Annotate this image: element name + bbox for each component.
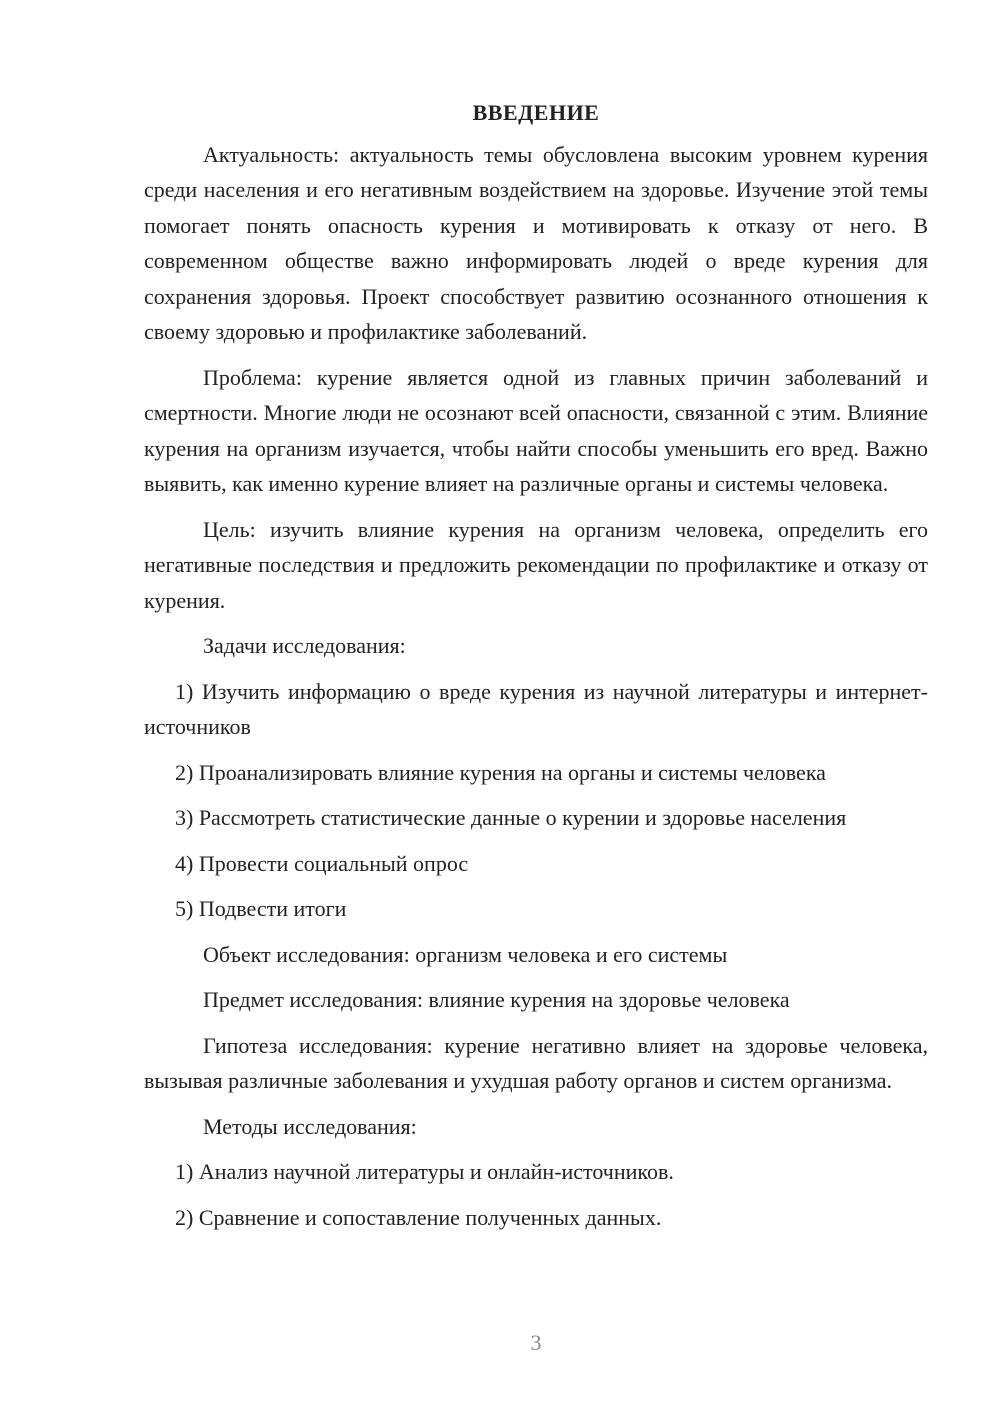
hypothesis-paragraph: Гипотеза исследования: курение негативно влияет на здоровье человека, вызывая различные заболевания и ухудшая работу органов и систем организма. <box>144 1032 928 1093</box>
task-item: 5) Подвести итоги <box>175 896 347 921</box>
subject-paragraph: Предмет исследования: влияние курения на здоровье человека <box>203 987 790 1012</box>
document-body <box>144 95 928 1245</box>
task-item: 2) Проанализировать влияние курения на органы и системы человека <box>175 759 826 785</box>
task-item: 4) Провести социальный опрос <box>175 850 469 876</box>
section-heading: ВВЕДЕНИЕ <box>472 100 600 125</box>
page-number: 3 <box>530 1330 542 1355</box>
methods-title: Методы исследования: <box>203 1113 417 1139</box>
task-item: 3) Рассмотреть статистические данные о курении и здоровье населения <box>175 805 847 830</box>
tasks-title: Задачи исследования: <box>203 633 406 658</box>
problem-paragraph: Проблема: курение является одной из главных причин заболеваний и смертности. Многие люди не осознают всей опасности, связанной с этим. Влияние курения на организм изучается, чтобы найти способы уменьшить его вред. Важно выявить, как именно курение влияет на различные органы и системы человека. <box>144 364 928 496</box>
relevance-paragraph: Актуальность: актуальность темы обусловлена высоким уровнем курения среди населения и его негативным воздействием на здоровье. Изучение этой темы помогает понять опасность курения и мотивировать к отказу от него. В современном обществе важно информировать людей о вреде курения для сохранения здоровья. Проект способствует развитию осознанного отношения к своему здоровью и профилактике заболеваний. <box>144 141 928 344</box>
task-item: 1) Изучить информацию о вреде курения из научной литературы и интернет-источников <box>144 678 928 739</box>
method-item: 1) Анализ научной литературы и онлайн-источников. <box>175 1159 674 1184</box>
object-paragraph: Объект исследования: организм человека и его системы <box>203 941 728 967</box>
goal-paragraph: Цель: изучить влияние курения на организм человека, определить его негативные последствия и предложить рекомендации по профилактике и отказу от курения. <box>144 516 928 613</box>
method-item: 2) Сравнение и сопоставление полученных данных. <box>175 1204 662 1230</box>
